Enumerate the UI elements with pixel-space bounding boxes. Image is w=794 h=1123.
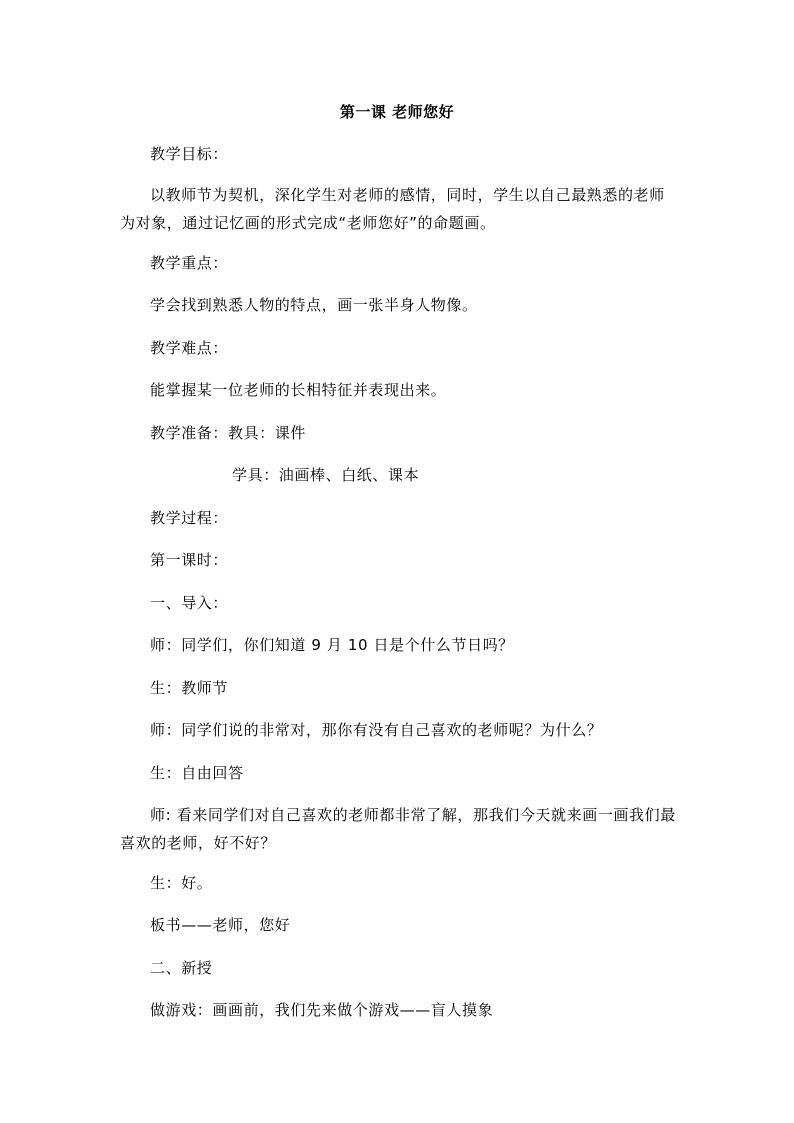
- dialog-line: 生：教师节: [150, 679, 229, 697]
- focus-paragraph: 学会找到熟悉人物的特点，画一张半身人物像。: [150, 296, 478, 314]
- goal-heading: 教学目标：: [150, 145, 229, 163]
- dialog-line: 师：同学们，你们知道 9 月 10 日是个什么节日吗？: [150, 636, 514, 654]
- focus-heading: 教学重点：: [150, 254, 229, 272]
- prep-student-line: 学具：油画棒、白纸、课本: [232, 466, 420, 484]
- process-heading: 教学过程：: [150, 509, 229, 527]
- board-line: 板书——老师，您好: [150, 916, 291, 934]
- section-new-heading: 二、新授: [150, 959, 213, 977]
- dialog-line: 师：同学们说的非常对，那你有没有自己喜欢的老师呢？为什么？: [150, 721, 603, 739]
- difficulty-heading: 教学难点：: [150, 339, 229, 357]
- period-heading: 第一课时：: [150, 551, 229, 569]
- difficulty-paragraph: 能掌握某一位老师的长相特征并表现出来。: [150, 381, 447, 399]
- goal-paragraph: 以教师节为契机，深化学生对老师的感情，同时，学生以自己最熟悉的老师为对象，通过记忆画的形式完成“老师您好”的命题画。: [120, 186, 665, 232]
- game-line: 做游戏：画画前，我们先来做个游戏——盲人摸象: [150, 1001, 494, 1019]
- prep-teacher-line: 教学准备：教具：课件: [150, 424, 307, 442]
- section-intro-heading: 一、导入：: [150, 594, 229, 612]
- dialog-paragraph: 师: 看来同学们对自己喜欢的老师都非常了解，那我们今天就来画一画我们最喜欢的老师，好不好？: [120, 806, 676, 852]
- dialog-line: 生：好。: [150, 874, 213, 892]
- dialog-line: 生：自由回答: [150, 764, 244, 782]
- page-title: 第一课 老师您好: [339, 103, 455, 121]
